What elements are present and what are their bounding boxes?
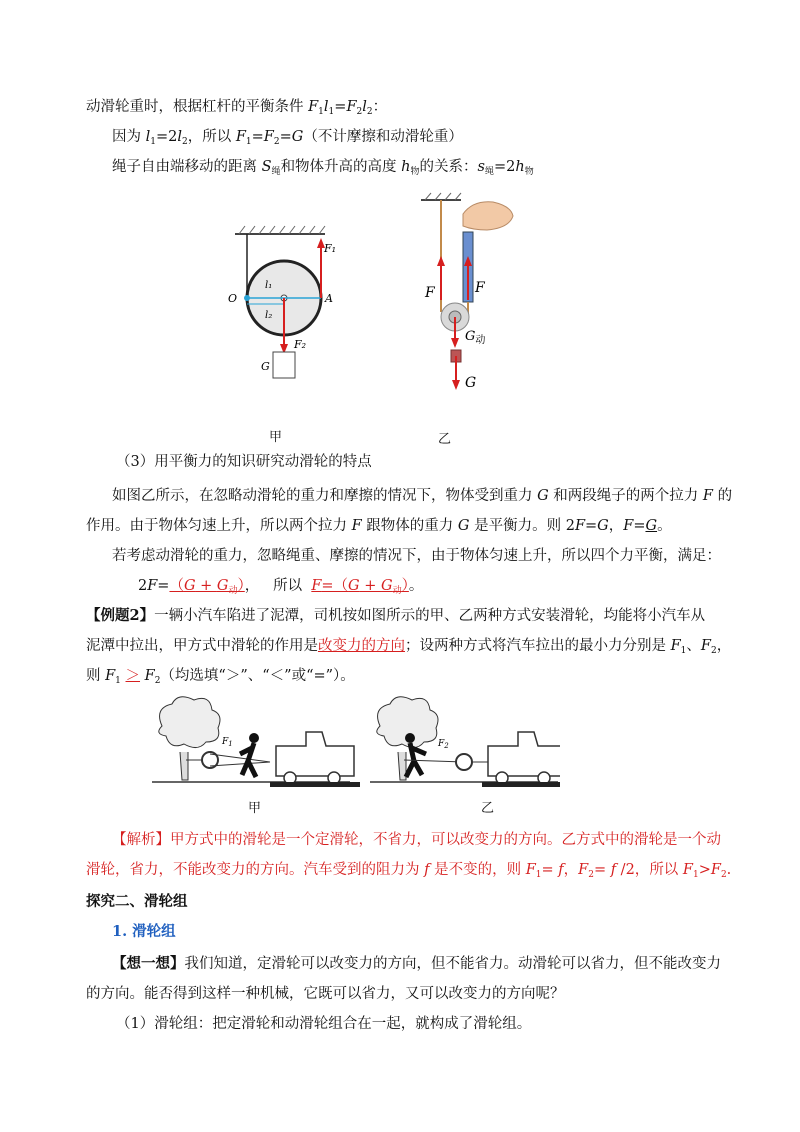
figure-yi-movable-pulley <box>415 192 525 397</box>
text-line-1: 动滑轮重时，根据杠杆的平衡条件 $F_1l_1=F_2l_2$： <box>86 99 388 117</box>
figure-jia-pulley-lever <box>225 222 345 382</box>
text-line-5: 如图乙所示，在忽略动滑轮的重力和摩擦的情况下，物体受到重力 G 和两段绳子的两个拉力 F 的 <box>112 488 733 504</box>
scene-yi <box>370 697 560 787</box>
text-line-think-2: 的方向。能否得到这样一种机械，它既可以省力，又可以改变力的方向呢？ <box>86 986 565 1002</box>
label-O: O <box>228 292 238 305</box>
text-line-7: 若考虑动滑轮的重力，忽略绳重、摩擦的情况下，由于物体匀速上升，所以四个力平衡，满足： <box>112 548 721 564</box>
caption-jia: 甲 <box>269 430 283 445</box>
text-line-2: 因为 $l_1=2l_2$，所以 $F_1=F_2=G$（不计摩擦和动滑轮重） <box>112 129 463 147</box>
text-line-6: 作用。由于物体匀速上升，所以两个拉力 F 跟物体的重力 G 是平衡力。则 2F=G，F=G。 <box>86 518 672 534</box>
label-F1: F₁ <box>324 242 337 255</box>
text-line-9: 【例题2】一辆小汽车陷进了泥潭，司机按如图所示的甲、乙两种方式安装滑轮，均能将小汽车从 <box>86 607 706 624</box>
label-F-right: F <box>475 280 485 296</box>
text-line-8: $2F=(G + G_动)$， 所以 $F=(G + G_动)$。 <box>138 578 424 596</box>
label-A: A <box>325 292 333 305</box>
label-F2: F₂ <box>294 338 307 351</box>
label-F-left: F <box>425 285 435 301</box>
text-line-10: 泥潭中拉出，甲方式中滑轮的作用是改变力的方向；设两种方式将汽车拉出的最小力分别是 $F_1$、$F_2$， <box>86 638 732 656</box>
caption-car-yi: 乙 <box>481 801 495 816</box>
label-l1: l₁ <box>265 280 273 291</box>
text-line-analysis-1: 【解析】甲方式中的滑轮是一个定滑轮，不省力，可以改变力的方向。乙方式中的滑轮是一个动 <box>112 832 721 848</box>
label-l2: l₂ <box>265 310 273 321</box>
text-line-analysis-2: 滑轮，省力，不能改变力的方向。汽车受到的阻力为 f 是不变的，则 $F_1= f$，$F_2= f$ /2，所以 $F_1>F_2$. <box>86 862 732 880</box>
text-line-def: （1）滑轮组：把定滑轮和动滑轮组合在一起，就构成了滑轮组。 <box>116 1016 532 1032</box>
label-G-object: G <box>465 375 477 391</box>
figure-car-pulleys <box>150 696 560 796</box>
label-F1-car: $F_1$ <box>222 737 233 748</box>
label-F2-car: $F_2$ <box>438 739 449 750</box>
section-heading: 探究二、滑轮组 <box>86 893 188 910</box>
caption-car-jia: 甲 <box>248 801 262 816</box>
label-G: G <box>261 360 270 373</box>
label-G-moving: $G_动$ <box>465 329 486 346</box>
subsection-heading: 1. 滑轮组 <box>112 923 176 940</box>
text-line-3: 绳子自由端移动的距离 $S_绳$和物体升高的高度 $h_物$的关系：$s_绳=2h_物$ <box>112 159 534 177</box>
text-line-11: 则 $F_1 > F_2$（均选填“＞”、“＜”或“=”）。 <box>86 668 355 686</box>
caption-yi: 乙 <box>438 432 452 447</box>
text-line-think-1: 【想一想】我们知道，定滑轮可以改变力的方向，但不能省力。动滑轮可以省力，但不能改变力 <box>112 955 721 972</box>
scene-jia <box>152 697 360 787</box>
text-line-4: （3）用平衡力的知识研究动滑轮的特点 <box>116 454 372 470</box>
